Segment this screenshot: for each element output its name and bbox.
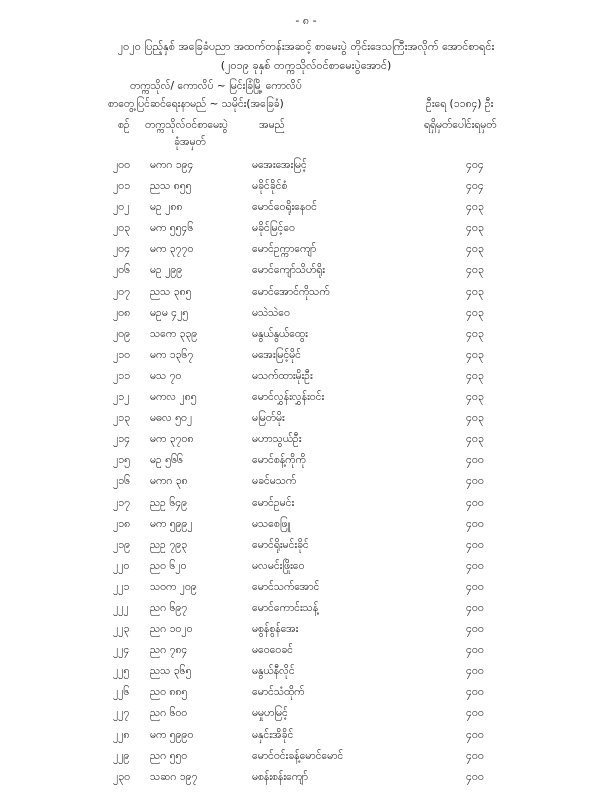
roll-number: ညဝ ၈၈၅ [150,686,188,699]
score: ၄၀၃ [466,391,484,404]
row-number: ၂၀၂ [113,201,130,214]
roll-number: သဝက ၂၀၉ [150,580,197,593]
document-title: ၂၀၂၀ ပြည့်နှစ် အခြေခံပညာ အထက်တန်းအဆင့် စာမေးပွဲ တိုင်းဒေသကြီးအလိုက် အောင်စာရင်း [117,40,495,53]
page-number: - ၈ - [295,14,317,27]
roll-number: မကဂ ၁၉၄ [150,159,194,171]
roll-number: ညသ ၃၈၅ [150,285,192,298]
student-name: မမြတ်မိုး [252,412,285,425]
table-row [0,475,612,496]
roll-number: သကေ ၃၃၉ [150,327,198,340]
roll-number: ညသ ၈၅၅ [150,180,192,193]
student-name: မောင်ကျော်သိဟ်ရိုး [252,264,325,277]
college-label: တက္ကသိုလ်/ ကောလိပ် ~ မြင်းခြံမြို့ ကောလိပ် [130,80,302,92]
roll-number: ညဝ ၆၂၀ [150,559,187,572]
table-row [0,771,612,792]
table-row [0,264,612,285]
roll-number: မက ၃၇၇၀ [150,243,194,256]
table-row [0,307,612,328]
row-number: ၂၁၂ [113,391,130,404]
table-row [0,391,612,412]
table-row [0,623,612,644]
table-row [0,686,612,707]
roll-number: ညဂ ၅၅၀ [150,749,188,762]
student-name: မအေးမြင့်မိုင် [252,348,302,361]
header-no: စဉ် [118,119,130,131]
table-row [0,644,612,665]
row-number: ၂၂၂ [113,601,129,614]
score: ၄၀၃ [466,264,484,277]
score: ၄၀၀ [466,517,484,530]
table-row [0,581,612,602]
student-name: မောင်ဝင်းခန့်မောင်မောင် [252,749,344,762]
score: ၄၀၃ [466,433,484,446]
roll-number: သဆဂ ၁၉၇ [150,770,198,783]
score: ၄၀၄ [466,159,484,171]
roll-number: မက ၅၉၉၀ [150,728,194,741]
table-row [0,243,612,264]
table-row [0,159,612,180]
student-name: မောင်ဥက္ကာကျော် [252,243,317,256]
row-number: ၂၂၅ [113,665,130,678]
roll-number: မဥ ၂၉၉ [150,264,183,277]
row-number: ၂၂၈ [113,728,130,741]
roll-number: ညဥ ၇၉၃ [150,538,188,551]
student-name: မနွယ်နွယ်ထွေး [252,327,308,340]
table-row [0,222,612,243]
row-number: ၂၁၁ [113,369,130,382]
score: ၄၀၀ [466,601,484,614]
row-number: ၂၀၀ [113,159,130,171]
table-row [0,286,612,307]
score: ၄၀၃ [466,285,484,298]
table-row [0,518,612,539]
roll-number: ညဥ ၆၄၉ [150,496,188,509]
student-name: မောင်ဥမင်း [252,496,295,509]
table-row [0,497,612,518]
row-number: ၂၀၁ [113,180,130,193]
row-number: ၂၁၀ [113,348,130,361]
score: ၄၀၀ [466,496,484,509]
student-name: မသစေဖြူ [252,517,291,530]
roll-number: မဥမ ၄၂၅ [150,306,189,319]
row-number: ၂၁၃ [113,412,130,425]
student-name: မောင်သံထိုက် [252,686,305,699]
roll-number: မဥ ၅၆၆ [150,454,183,467]
roll-number: မကဂ ၃၈ [150,475,188,488]
results-table [0,159,612,792]
score: ၄၀၀ [466,665,484,678]
roll-number: မက ၅၅၄၆ [150,222,194,235]
score: ၄၀၃ [466,412,484,425]
student-name: မနှင်းအိခိုင် [252,728,294,741]
roll-number: မက ၅၉၉၂ [150,517,193,530]
student-name: မနွယ်နီလိုင် [252,665,295,678]
score: ၄၀၄ [466,180,484,193]
score: ၄၀၀ [466,538,484,551]
student-name: မောင်လွှန်းလွှန်းဝင်း [252,391,325,404]
row-number: ၂၁၅ [113,454,130,467]
roll-number: မကလ ၂၈၅ [150,391,197,404]
table-row [0,560,612,581]
score: ၄၀၀ [466,580,484,593]
roll-number: မက ၁၃၆၇ [150,348,194,361]
score: ၄၀၀ [466,770,484,783]
header-name: အမည် [259,119,285,131]
student-name: မဝေဝေခင် [252,644,293,657]
score: ၄၀၃ [466,327,484,340]
score: ၄၀၃ [466,348,484,361]
row-number: ၂၀၉ [113,327,130,340]
row-number: ၂၀၈ [113,306,131,319]
table-row [0,180,612,201]
subject-label: စာတွေ့ပြင်ဆင်ရေးနာမည် ~ သမိုင်း(အခြေခံ) [108,98,284,110]
roll-number: မဓလ ၅၀၂ [150,412,193,425]
row-number: ၂၂၃ [113,623,130,636]
score: ၄၀၀ [466,749,484,762]
student-name: မောင်အောင်ကိုသက် [252,285,330,298]
row-number: ၂၁၄ [113,433,130,446]
table-row [0,750,612,771]
score: ၄၀၀ [466,728,484,741]
table-row [0,539,612,560]
student-name: မသဲသဲဝေ [252,306,290,319]
header-score: ရရှိမှတ်ပေါင်းရမှတ် [424,119,497,131]
student-name: မခင်မသက် [252,475,297,488]
score: ၄၀၀ [466,454,484,467]
roll-number: ညသ ၃၆၅ [150,665,192,678]
student-name: မမှုဟမြင့် [252,707,288,720]
table-row [0,370,612,391]
row-number: ၂၀၄ [113,243,130,256]
roll-number: မက ၃၇၀၈ [150,433,194,446]
score: ၄၀၀ [466,707,484,720]
table-row [0,349,612,370]
score: ၄၀၀ [466,686,484,699]
row-number: ၂၂၄ [113,644,130,657]
row-number: ၂၀၃ [113,222,130,235]
table-row [0,433,612,454]
table-row [0,602,612,623]
student-name: မစန်းစန်းကျော် [252,770,308,783]
header-roll: တက္ကသိုလ်ဝင်စာမေးပွဲ [145,119,228,131]
roll-number: မဥ ၂၈၈ [150,201,183,214]
document-subtitle: (၂၀၁၉ ခုနှစ် တက္ကသိုလ်ဝင်စာမေးပွဲအောင်) [220,59,392,72]
row-number: ၂၂၆ [113,686,130,699]
student-name: မောင်ကောင်းသန့် [252,601,319,614]
score: ၄၀၀ [466,475,484,488]
student-name: မဟာသွယ်ဦး [252,433,302,446]
student-name: မစွန်စွန်အေး [252,623,299,636]
score: ၄၀၃ [466,243,484,256]
student-name: မောင်သက်အောင် [252,580,320,593]
score: ၄၀၃ [466,369,484,382]
row-number: ၂၂၇ [113,707,130,720]
score: ၄၀၃ [466,306,484,319]
student-name: မလမင်းဖြိုးဝေ [252,559,305,572]
row-number: ၂၁၇ [113,496,130,509]
student-name: မခိုင်ခိုင်စံ [252,180,288,193]
row-number: ၂၂၉ [113,749,130,762]
score: ၄၀၀ [466,559,484,572]
student-name: မောင်စန့်ကိုကို [252,454,306,467]
roll-number: ညဂ ၇၈၄ [150,644,188,657]
roll-number: ညဂ ၆၀၀ [150,707,188,720]
row-number: ၂၃၀ [113,770,130,783]
row-number: ၂၂၁ [113,580,130,593]
student-name: မခိုင်မြင့်ဝေ [252,222,295,235]
roll-number: ညဂ ၁၀၂၀ [150,623,193,636]
student-name: မောင်ဝေရိုးနေဝင် [252,201,317,214]
count-label: ဦးရေ (၁၁၈၄) ဦး [426,98,494,110]
table-row [0,665,612,686]
row-number: ၂၁၉ [113,538,130,551]
table-row [0,201,612,222]
row-number: ၂၀၆ [113,264,130,277]
table-row [0,454,612,475]
row-number: ၂၁၈ [113,517,131,530]
row-number: ၂၁၆ [113,475,130,488]
roll-number: မသ ၇၀ [150,369,182,382]
score: ၄၀၃ [466,201,484,214]
table-row [0,707,612,728]
student-name: မအေးအေးမြင့် [252,159,307,171]
roll-number: ညဂ ၆၉၇ [150,601,188,614]
table-row [0,328,612,349]
row-number: ၂၀၇ [113,285,130,298]
row-number: ၂၂၀ [113,559,130,572]
score: ၄၀၀ [466,644,484,657]
student-name: မသက်ထားမိုးဦး [252,369,313,382]
score: ၄၀၃ [466,222,484,235]
table-row [0,412,612,433]
header-roll-sub: ခုံအမှတ် [174,136,206,148]
table-row [0,729,612,750]
student-name: မောင်ရိုးမင်းခိုင် [252,538,309,551]
score: ၄၀၀ [466,623,484,636]
